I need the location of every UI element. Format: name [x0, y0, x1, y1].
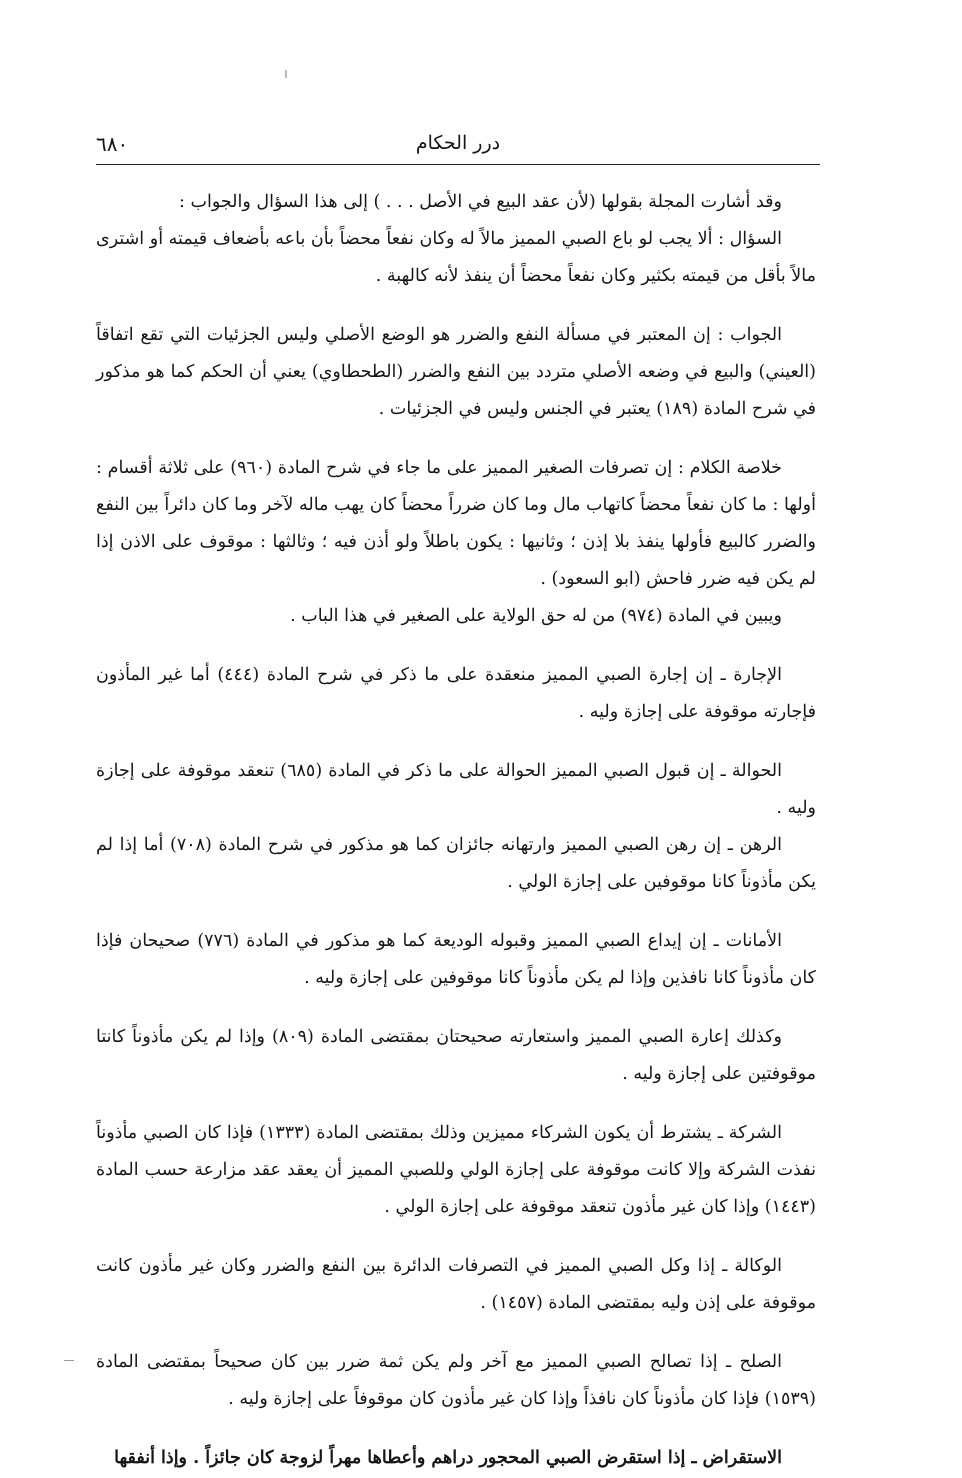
paragraph-summary: خلاصة الكلام : إن تصرفات الصغير المميز على ما جاء في شرح المادة (٩٦٠) على ثلاثة أقسام : أولها : ما كان نفعاً محضاً كاتهاب مال وما كان ضرراً محضاً كان يهب ماله لآخر وما كان دائراً بين النفع والضرر كالبيع فأولها ينفذ بلا إذن ؛ وثانيها : يكون باطلاً ولو أذن فيه ؛ وثالثها : موقوف على الاذن إذا لم يكن فيه ضرر فاحش (ابو السعود) . [96, 458, 816, 589]
paragraph-amanat: الأمانات ـ إن إيداع الصبي المميز وقبوله الوديعة كما هو مذكور في المادة (٧٧٦) صحيحان فإذا كان مأذوناً كانا نافذين وإذا لم يكن مأذوناً كانا موقوفين على إجازة وليه . [96, 931, 816, 988]
body-text [96, 184, 816, 1477]
paragraph-ijara: الإجارة ـ إن إجارة الصبي المميز منعقدة على ما ذكر في شرح المادة (٤٤٤) أما غير المأذون فإجارته موقوفة على إجازة وليه . [96, 665, 816, 722]
paragraph-shirka: الشركة ـ يشترط أن يكون الشركاء مميزين وذلك بمقتضى المادة (١٣٣٣) فإذا كان الصبي مأذوناً نفذت الشركة وإلا كانت موقوفة على إجازة الولي وللصبي المميز أن يعقد عقد مزارعة حسب المادة (١٤٤٣) وإذا كان غير مأذون تنعقد موقوفة على إجازة الولي . [96, 1123, 816, 1217]
page-number: ٦٨٠ [96, 132, 129, 156]
paragraph-question: السؤال : ألا يجب لو باع الصبي المميز مالاً له وكان نفعاً محضاً بأن باعه بأضعاف قيمته أو اشترى مالاً بأقل من قيمته بكثير وكان نفعاً محضاً أن ينفذ لأنه كالهبة . [96, 229, 816, 286]
paragraph-rahn: الرهن ـ إن رهن الصبي المميز وارتهانه جائزان كما هو مذكور في شرح المادة (٧٠٨) أما إذا لم يكن مأذوناً كانا موقوفين على إجازة الولي . [96, 835, 816, 892]
paragraph-hawala: الحوالة ـ إن قبول الصبي المميز الحوالة على ما ذكر في المادة (٦٨٥) تنعقد موقوفة على إجازة وليه . [96, 761, 816, 818]
margin-mark [64, 1360, 74, 1361]
scan-speck [285, 70, 287, 78]
header-rule [96, 164, 820, 165]
paragraph-guardianship: ويبين في المادة (٩٧٤) من له حق الولاية على الصغير في هذا الباب . [290, 606, 782, 626]
paragraph-intro: وقد أشارت المجلة بقولها (لأن عقد البيع في الأصل . . . ) إلى هذا السؤال والجواب : [179, 192, 782, 212]
paragraph-answer: الجواب : إن المعتبر في مسألة النفع والضرر هو الوضع الأصلي وليس الجزئيات التي تقع اتفاقاً (العيني) والبيع في وضعه الأصلي متردد بين النفع والضرر (الطحطاوي) يعني أن الحكم كما هو مذكور في شرح المادة (١٨٩) يعتبر في الجنس وليس في الجزئيات . [96, 325, 816, 419]
paragraph-wakala: الوكالة ـ إذا وكل الصبي المميز في التصرفات الدائرة بين النفع والضرر وكان غير مأذون كانت موقوفة على إذن وليه بمقتضى المادة (١٤٥٧) . [96, 1256, 816, 1313]
running-title: درر الحكام [415, 132, 501, 154]
page-header [96, 128, 820, 164]
paragraph-istiqrad: الاستقراض ـ إذا استقرض الصبي المحجور دراهم وأعطاها مهراً لزوجة كان جائزاً . وإذا أنفقها [114, 1448, 782, 1468]
paragraph-iara: وكذلك إعارة الصبي المميز واستعارته صحيحتان بمقتضى المادة (٨٠٩) وإذا لم يكن مأذوناً كانتا موقوفتين على إجازة وليه . [96, 1027, 816, 1084]
paragraph-sulh: الصلح ـ إذا تصالح الصبي المميز مع آخر ولم يكن ثمة ضرر بين كان صحيحاً بمقتضى المادة (١٥٣٩) فإذا كان مأذوناً كان نافذاً وإذا كان غير مأذون كان موقوفاً على إجازة وليه . [96, 1352, 816, 1409]
